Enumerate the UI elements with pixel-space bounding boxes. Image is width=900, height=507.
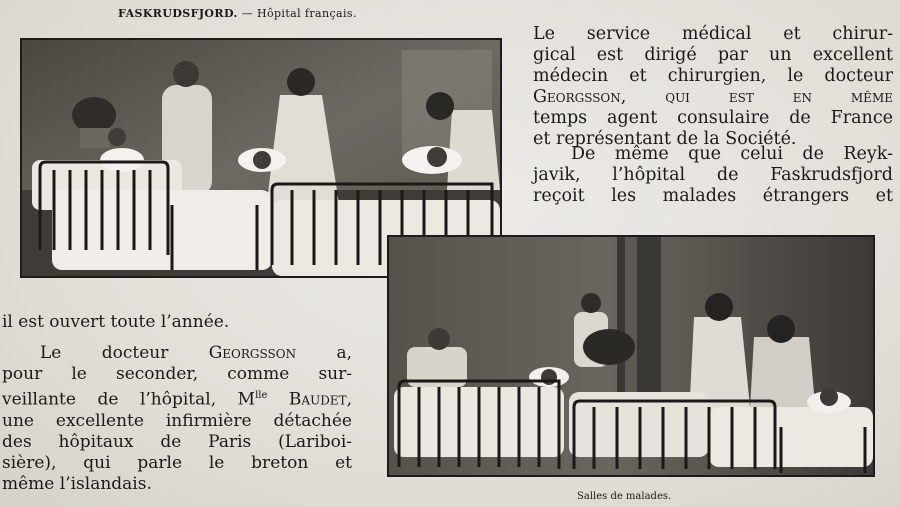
top-caption	[118, 7, 357, 20]
ward-photo-bottom-image	[389, 237, 873, 475]
text-line: il est ouvert toute l’année.	[2, 312, 230, 332]
paragraph-medical-service	[533, 24, 893, 150]
text-line	[2, 385, 352, 411]
text-line: temps agent consulaire de France	[533, 108, 893, 128]
text-line: javik, l’hôpital de Faskrudsfjord	[533, 165, 893, 185]
text-line: Georgsson, qui est en même	[533, 87, 893, 107]
text-line: pour le seconder, comme sur-	[2, 364, 352, 384]
text-line: De même que celui de Reyk-	[571, 144, 893, 164]
text-fragment: a,	[296, 343, 352, 363]
paragraph-reykjavik	[533, 144, 893, 207]
paragraph-continuation	[2, 312, 382, 333]
text-line: même l’islandais.	[2, 473, 152, 494]
ward-photo-bottom	[387, 235, 875, 477]
text-line: gical est dirigé par un excellent	[533, 45, 893, 65]
text-fragment: veillante de l’hôpital, M	[2, 389, 256, 410]
text-fragment: Le docteur	[40, 343, 209, 363]
text-line: Le service médical et chirur-	[533, 24, 893, 44]
nurse-name: Baudet	[267, 389, 347, 410]
text-line: reçoit les malades étrangers et	[533, 186, 893, 206]
text-line: sière), qui parle le breton et	[2, 452, 352, 473]
text-line: médecin et chirurgien, le docteur	[533, 66, 893, 86]
figure-caption: Salles de malades.	[577, 491, 672, 502]
doctor-name: Georgsson	[208, 343, 297, 363]
caption-subtitle: — Hôpital français.	[241, 7, 357, 20]
text-line: une excellente infirmière détachée	[2, 410, 352, 431]
paragraph-staff	[2, 343, 352, 495]
text-fragment: ,	[346, 389, 352, 410]
text-line: des hôpitaux de Paris (Lariboi-	[2, 431, 352, 452]
text-line	[2, 343, 352, 364]
text-line: et représentant de la Société.	[533, 129, 797, 149]
caption-place: FASKRUDSFJORD.	[118, 7, 238, 20]
title-abbreviation: lle	[255, 390, 268, 401]
